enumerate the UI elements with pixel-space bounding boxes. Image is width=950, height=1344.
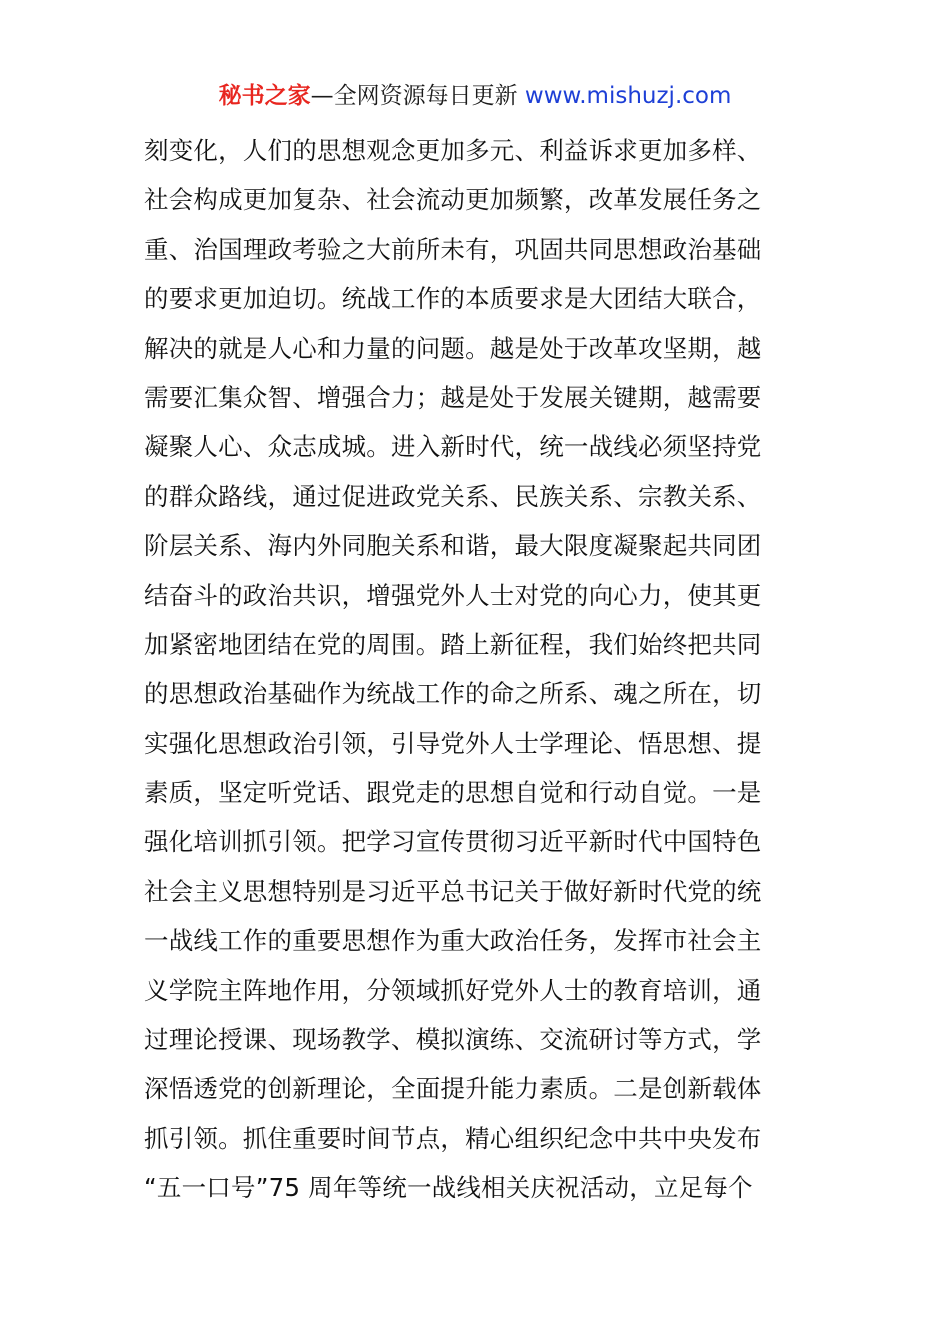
text-line: 素质，坚定听党话、跟党走的思想自觉和行动自觉。一是 — [144, 778, 762, 808]
header-tagline: —全网资源每日更新 — [310, 83, 518, 109]
text-line: 解决的就是人心和力量的问题。越是处于改革攻坚期，越 — [144, 333, 762, 363]
text-line: 结奋斗的政治共识，增强党外人士对党的向心力，使其更 — [144, 580, 762, 610]
text-line: 实强化思想政治引领，引导党外人士学理论、悟思想、提 — [144, 728, 762, 758]
text-line: 的群众路线，通过促进政党关系、民族关系、宗教关系、 — [144, 481, 762, 511]
text-line: 阶层关系、海内外同胞关系和谐，最大限度凝聚起共同团 — [144, 531, 762, 561]
text-line: 加紧密地团结在党的周围。踏上新征程，我们始终把共同 — [144, 629, 762, 659]
text-line: 的思想政治基础作为统战工作的命之所系、魂之所在，切 — [144, 679, 762, 709]
text-line: 社会构成更加复杂、社会流动更加频繁，改革发展任务之 — [144, 185, 762, 215]
text-line: 刻变化，人们的思想观念更加多元、利益诉求更加多样、 — [144, 136, 762, 165]
text-line: 强化培训抓引领。把学习宣传贯彻习近平新时代中国特色 — [144, 827, 762, 857]
site-url-link[interactable]: www.mishuzj.com — [524, 83, 732, 109]
text-line: 凝聚人心、众志成城。进入新时代，统一战线必须坚持党 — [144, 432, 762, 462]
text-line: 重、治国理政考验之大前所未有，巩固共同思想政治基础 — [144, 234, 762, 264]
text-line: 义学院主阵地作用，分领域抓好党外人士的教育培训，通 — [144, 975, 762, 1005]
text-line: 需要汇集众智、增强合力；越是处于发展关键期，越需要 — [144, 382, 762, 412]
text-line: “五一口号”75 周年等统一战线相关庆祝活动，立足每个 — [144, 1173, 753, 1203]
text-line: 的要求更加迫切。统战工作的本质要求是大团结大联合， — [144, 284, 762, 314]
text-line: 社会主义思想特别是习近平总书记关于做好新时代党的统 — [144, 876, 762, 906]
text-line: 一战线工作的重要思想作为重大政治任务，发挥市社会主 — [144, 926, 762, 956]
text-line: 抓引领。抓住重要时间节点，精心组织纪念中共中央发布 — [144, 1123, 762, 1153]
body-text — [144, 126, 810, 1213]
text-line: 深悟透党的创新理论，全面提升能力素质。二是创新载体 — [144, 1074, 762, 1104]
brand-name: 秘书之家 — [218, 83, 311, 109]
site-header — [0, 80, 950, 112]
text-line: 过理论授课、现场教学、模拟演练、交流研讨等方式，学 — [144, 1025, 762, 1055]
